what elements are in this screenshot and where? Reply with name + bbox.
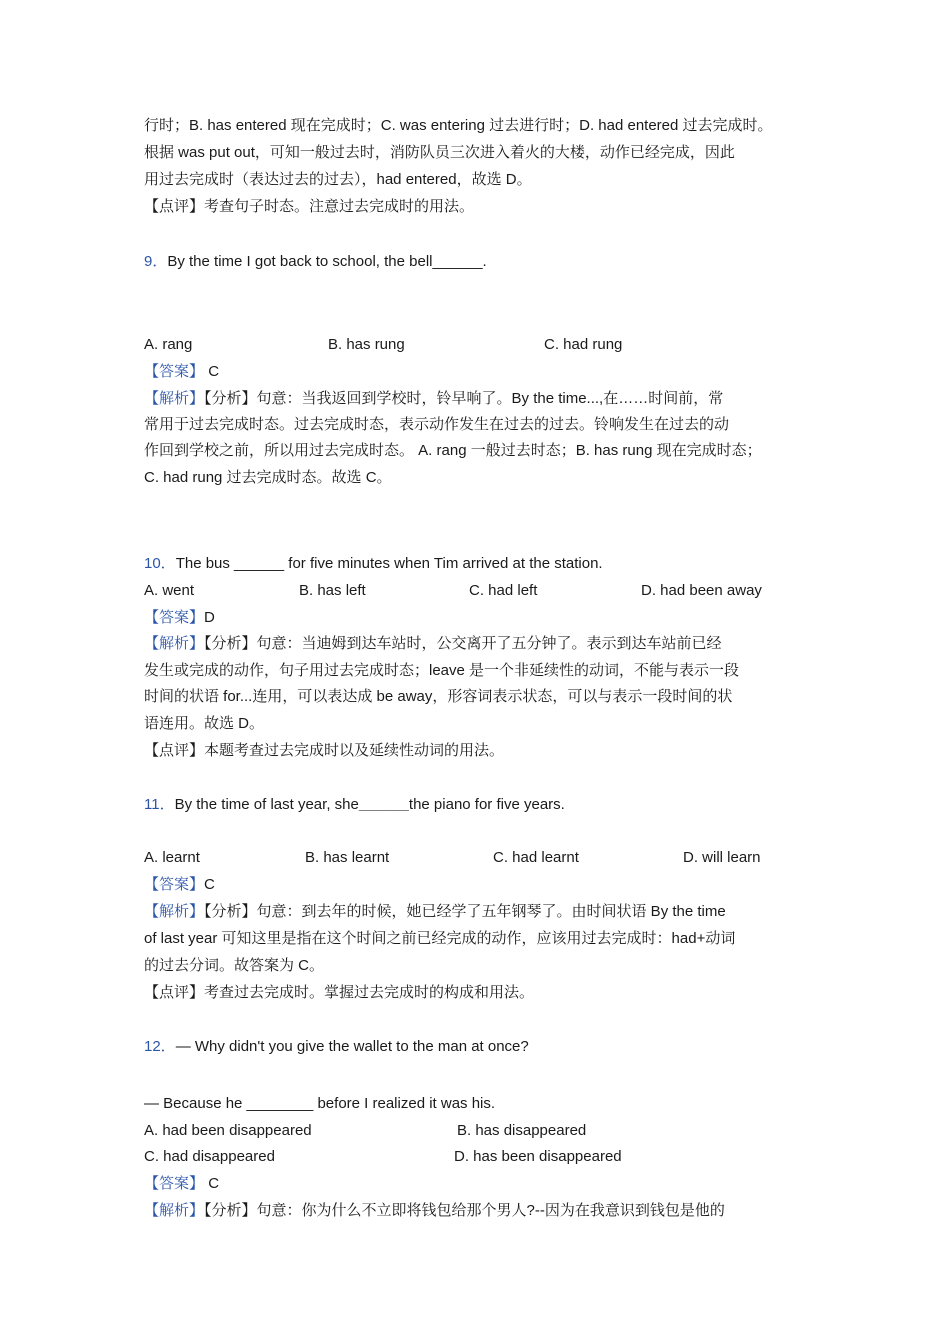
answer-label: 【答案】 [144, 1175, 205, 1192]
analysis-line: C. had rung 过去完成时态。故选 C。 [144, 469, 392, 486]
answer-label: 【答案】 [144, 363, 205, 380]
option-d: D. had been away [641, 582, 762, 599]
answer-value: C [204, 876, 215, 893]
explanation-line: 根据 was put out，可知一般过去时，消防队员三次进入着火的大楼，动作已经完成，因此 [144, 144, 735, 161]
option-a: A. rang [144, 336, 193, 353]
explanation-line: 行时；B. has entered 现在完成时；C. was entering 过去进行时；D. had entered 过去完成时。 [144, 117, 773, 134]
comment-line: 【点评】考查句子时态。注意过去完成时的用法。 [144, 198, 475, 215]
analysis-line: 【解析】【分析】句意：当迪姆到达车站时，公交离开了五分钟了。表示到达车站前已经 [144, 635, 722, 652]
question-12 [144, 1037, 529, 1057]
answer-blank: ______ [358, 796, 409, 813]
option-c: C. had disappeared [144, 1148, 275, 1165]
answer-label: 【答案】 [144, 609, 205, 626]
question-number: 11． [144, 796, 175, 813]
comment-line: 【点评】本题考查过去完成时以及延续性动词的用法。 [144, 742, 505, 759]
question-stem: By the time I got back to school, the bell______. [167, 253, 487, 270]
question-10 [144, 554, 603, 574]
analysis-line: of last year 可知这里是指在这个时间之前已经完成的动作，应该用过去完成时：had+动词 [144, 930, 736, 947]
analysis-line: 【解析】【分析】句意：到去年的时候，她已经学了五年钢琴了。由时间状语 By the time [144, 903, 726, 920]
analysis-line: 的过去分词。故答案为 C。 [144, 957, 325, 974]
analysis-label: 【解析】 [144, 635, 205, 652]
question-11: 11．By the time of last year, she______the piano for five years. [144, 796, 565, 813]
analysis-label: 【解析】 [144, 1202, 205, 1219]
answer-value: C [208, 363, 220, 380]
analysis-line: 【解析】【分析】句意：你为什么不立即将钱包给那个男人?--因为在我意识到钱包是他的 [144, 1202, 725, 1219]
option-d: D. will learn [683, 849, 761, 866]
analysis-label: 【解析】 [144, 903, 205, 920]
dialogue-reply: — Because he ________ before I realized it was his. [144, 1095, 496, 1112]
question-number: 9． [144, 253, 168, 270]
answer-line [144, 875, 215, 895]
option-a: A. went [144, 582, 195, 599]
option-b: B. has disappeared [457, 1122, 587, 1139]
comment-line: 【点评】考查过去完成时。掌握过去完成时的构成和用法。 [144, 984, 535, 1001]
analysis-line: 发生或完成的动作，句子用过去完成时态；leave 是一个非延续性的动词，不能与表示一段 [144, 662, 740, 679]
analysis-line: 时间的状语 for...连用，可以表达成 be away，形容词表示状态，可以与表示一段时间的状 [144, 688, 733, 705]
analysis-line: 【解析】【分析】句意：当我返回到学校时，铃早响了。By the time...,在……时间前，常 [144, 390, 724, 407]
analysis-label: 【解析】 [144, 390, 205, 407]
option-d: D. has been disappeared [454, 1148, 622, 1165]
option-a: A. learnt [144, 849, 200, 866]
explanation-line: 用过去完成时（表达过去的过去），had entered，故选 D。 [144, 171, 532, 188]
answer-value: C [208, 1175, 220, 1192]
analysis-line: 作回到学校之前，所以用过去完成时态。 A. rang 一般过去时态；B. has rung 现在完成时态； [144, 442, 762, 459]
option-b: B. has rung [328, 336, 405, 353]
answer-value: D [204, 609, 215, 626]
question-number: 12． [144, 1038, 176, 1055]
question-number: 10． [144, 555, 176, 572]
answer-line [144, 362, 219, 382]
answer-line [144, 608, 215, 628]
option-c: C. had left [469, 582, 538, 599]
option-c: C. had learnt [493, 849, 579, 866]
question-stem: — Why didn't you give the wallet to the man at once? [175, 1038, 529, 1055]
answer-line [144, 1174, 219, 1194]
analysis-line: 语连用。故选 D。 [144, 715, 265, 732]
answer-label: 【答案】 [144, 876, 205, 893]
analysis-line: 常用于过去完成时态。过去完成时态，表示动作发生在过去的过去。铃响发生在过去的动 [144, 416, 730, 433]
option-b: B. has learnt [305, 849, 390, 866]
option-a: A. had been disappeared [144, 1122, 312, 1139]
question-9 [144, 252, 487, 272]
question-stem: The bus ______ for five minutes when Tim arrived at the station. [175, 555, 603, 572]
option-b: B. has left [299, 582, 366, 599]
option-c: C. had rung [544, 336, 623, 353]
